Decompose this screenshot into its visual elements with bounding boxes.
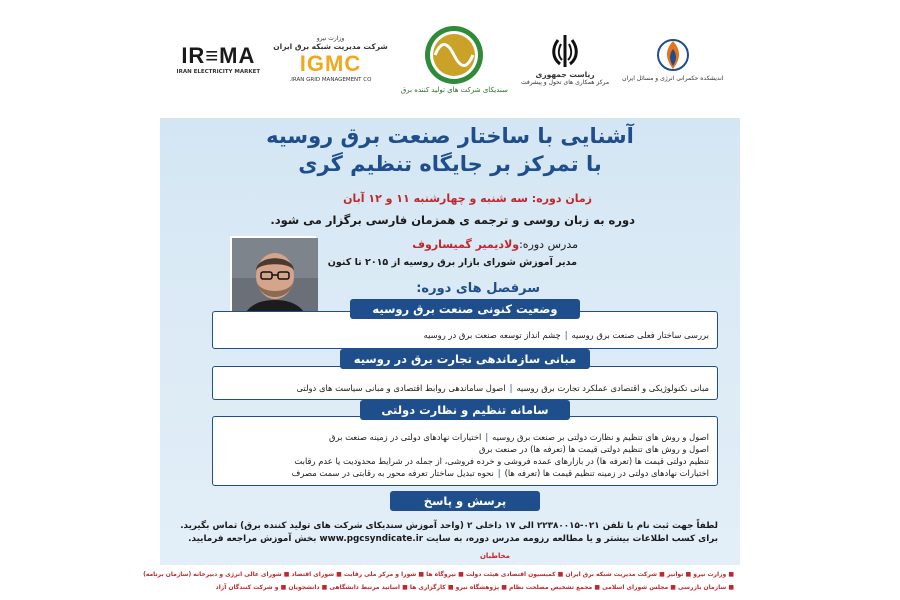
energy-think-tank-caption: اندیشکده حکمرانی انرژی و مسائل ایران <box>622 75 724 83</box>
poster <box>143 0 740 600</box>
section-box-1: بررسی ساختار فعلی صنعت برق روسیه|چشم انداز توسعه صنعت برق در روسیه <box>212 311 718 349</box>
addressees-row <box>143 568 734 581</box>
igmc-logo <box>273 35 388 84</box>
irema-logo <box>177 43 261 76</box>
title-line-1: آشنایی با ساختار صنعت برق روسیه <box>266 124 634 148</box>
igmc-ministry: وزارت نیرو <box>316 34 345 42</box>
section-3-line-3 <box>221 455 709 467</box>
igmc-caption: IRAN GRID MANAGEMENT CO. <box>289 76 372 83</box>
addressee-item: ■ مجمع تشخیص مصلحت نظام <box>506 584 600 591</box>
section-header-1: وضعیت کنونی صنعت برق روسیه <box>350 299 580 319</box>
contact-line-1: لطفاً جهت ثبت نام با تلفن ۰۲۱-۲۲۳۸۰۰۱۵ الی ۱۷ داخلی ۲ (واحد آموزش سندیکای شرکت های تولید کننده برق) تماس بگیرید. <box>180 521 718 531</box>
course-title <box>160 122 740 178</box>
addressee-item: ■ شرکت مدیریت شبکه برق ایران <box>563 571 665 578</box>
instructor-label: مدرس دوره: <box>519 238 578 251</box>
igmc-abbr: IGMC <box>299 50 362 76</box>
section-2-item-2: اصول ساماندهی روابط اقتصادی و مبانی سیاست های دولتی <box>296 383 506 393</box>
section-3-line-2 <box>221 443 709 455</box>
section-3-item-3: اصول و روش های تنظیم دولتی قیمت ها (تعرفه ها) در صنعت برق <box>478 444 709 454</box>
pgc-syndicate-logo <box>401 24 508 94</box>
section-3-item-2: اختیارات نهادهای دولتی در زمینه صنعت برق <box>328 432 482 442</box>
contact-line-2: برای کسب اطلاعات بیشتر و یا مطالعه رزومه مدرس دوره، به سایت www.pgcsyndicate.ir بخش آموزش مراجعه فرمایید. <box>188 534 718 544</box>
instructor-name: ولادیمیر گمیساروف <box>412 238 520 251</box>
instructor <box>412 238 578 251</box>
iran-emblem-icon <box>548 32 582 70</box>
addressee-item: ■ نیروگاه ها <box>424 571 464 578</box>
section-header-4: پرسش و پاسخ <box>390 491 540 511</box>
section-3-line-4: اختیارات نهادهای دولتی در زمینه تنظیم قیمت ها (تعرفه ها)|نحوه تبدیل ساختار تعرفه محور به رقابتی در سمت مصرف <box>291 468 709 478</box>
section-3-item-5: اختیارات نهادهای دولتی در زمینه تنظیم قیمت ها (تعرفه ها) <box>504 468 709 478</box>
section-header-2: مبانی سازماندهی تجارت برق در روسیه <box>340 349 590 369</box>
contact-info <box>180 520 718 546</box>
section-box-3 <box>212 416 718 486</box>
section-1-item-1: بررسی ساختار فعلی صنعت برق روسیه <box>571 330 709 340</box>
pgc-caption: سندیکای شرکت های تولید کننده برق <box>400 85 508 94</box>
section-3-item-1: اصول و روش های تنظیم و نظارت دولتی بر صنعت برق روسیه <box>492 432 709 442</box>
energy-think-tank-logo <box>622 35 723 82</box>
section-1-item-2: چشم انداز توسعه صنعت برق در روسیه <box>423 330 561 340</box>
igmc-fa-name: شرکت مدیریت شبکه برق ایران <box>273 41 388 51</box>
presidency-logo <box>521 32 609 86</box>
addressee-item: ■ شورای عالی انرژی و دبیرخانه (سازمان برنامه) <box>143 571 290 578</box>
flame-logo-icon <box>656 35 690 75</box>
addressee-item: ■ کمیسیون اقتصادی هیئت دولت <box>463 571 564 578</box>
presidency-caption: مرکز همکاری های تحول و پیشرفت <box>520 78 610 86</box>
addressee-item: ■ و شرکت کنندگان آزاد <box>215 584 287 591</box>
section-3-line-1: اصول و روش های تنظیم و نظارت دولتی بر صنعت برق روسیه|اختیارات نهادهای دولتی در زمینه صنعت برق <box>328 432 709 442</box>
addressee-item: ■ اساتید مرتبط دانشگاهی <box>327 584 408 591</box>
irema-wordmark: IR≡MA <box>181 42 256 68</box>
irema-caption: IRAN ELECTRICITY MARKET <box>176 68 261 75</box>
course-time: زمان دوره: سه شنبه و چهارشنبه ۱۱ و ۱۲ آبان <box>343 192 592 205</box>
syllabus-title: سرفصل های دوره: <box>416 281 540 296</box>
sine-wave-logo-icon <box>423 24 485 86</box>
title-line-2: با تمرکز بر جایگاه تنظیم گری <box>298 152 602 176</box>
addressee-item: ■ توانیر <box>664 571 692 578</box>
addressee-item: ■ شورا و مرکز ملی رقابت <box>341 571 424 578</box>
presidency-title: ریاست جمهوری <box>535 69 595 79</box>
addressee-item: ■ سازمان بازرسی <box>675 584 734 591</box>
section-3-item-4: تنظیم دولتی قیمت ها (تعرفه ها) در بازارهای عمده فروشی و خرده فروشی، از جمله در شرایط محدودیت یا عدم رقابت <box>294 456 709 466</box>
section-box-2: مبانی تکنولوژیکی و اقتصادی عملکرد تجارت برق روسیه|اصول ساماندهی روابط اقتصادی و مبانی سیاست های دولتی <box>212 366 718 400</box>
addressee-item: ■ وزارت نیرو <box>691 571 734 578</box>
addressee-item: ■ کارگزاری ها <box>407 584 454 591</box>
section-header-3: سامانه تنظیم و نظارت دولتی <box>360 400 570 420</box>
section-3-item-6: نحوه تبدیل ساختار تعرفه محور به رقابتی در سمت مصرف <box>291 468 494 478</box>
addressees-title: مخاطبان <box>479 552 510 560</box>
instructor-role: مدیر آموزش شورای بازار برق روسیه از ۲۰۱۵ تا کنون <box>327 257 577 268</box>
language-note: دوره به زبان روسی و ترجمه ی همزمان فارسی برگزار می شود. <box>270 213 635 227</box>
logo-bar <box>160 0 740 118</box>
addressee-item: ■ دانشجویان <box>286 584 328 591</box>
addressees-row <box>166 581 734 594</box>
addressee-item: ■ پژوهشگاه نیرو <box>453 584 507 591</box>
addressee-item: ■ شورای اقتصاد <box>289 571 342 578</box>
section-2-item-1: مبانی تکنولوژیکی و اقتصادی عملکرد تجارت برق روسیه <box>516 383 709 393</box>
addressee-item: ■ مجلس شورای اسلامی <box>600 584 676 591</box>
addressees-list <box>143 565 740 600</box>
